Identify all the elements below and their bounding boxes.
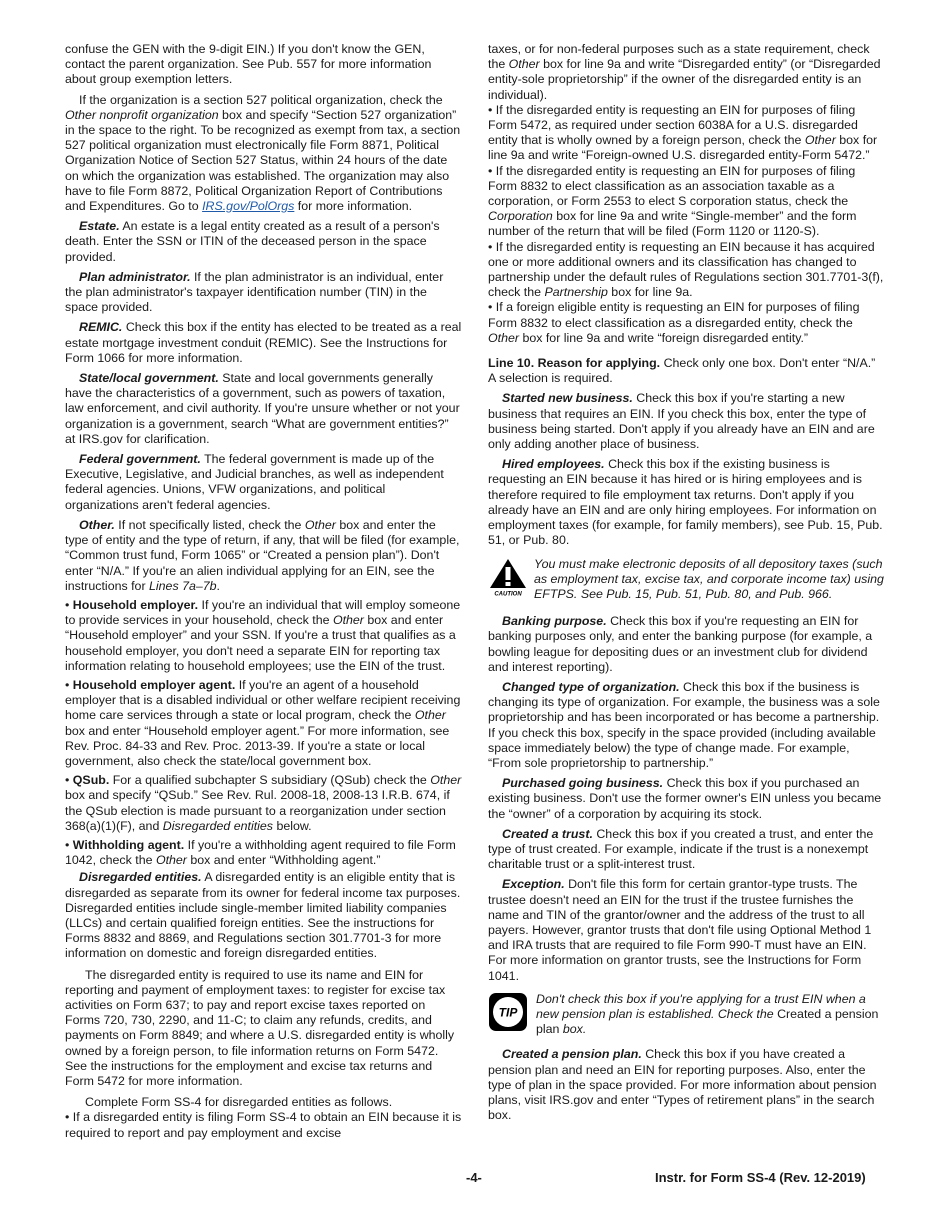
bullet-icon: • bbox=[65, 677, 70, 692]
bullet-icon: • bbox=[65, 1110, 70, 1125]
paragraph-created-trust: Created a trust. Check this box if you created a trust, and enter the type of trust created. For example, indicate if the trust is a nonexempt charitable trust or a split-interest trust. bbox=[488, 826, 874, 872]
paragraph-line-10: Line 10. Reason for applying. Check only one box. Don't enter “N/A.” A selection is required. bbox=[488, 356, 876, 386]
bullet-icon: • bbox=[65, 837, 70, 852]
paragraph-gen: confuse the GEN with the 9-digit EIN.) If you don't know the GEN, contact the parent organization. See Pub. 557 for more information about group exemption letters. bbox=[65, 42, 432, 87]
paragraph-disregarded-entity-reporting: The disregarded entity is required to use its name and EIN for reporting and payment of employment taxes: to register for excise tax activities on Form 637; to pay and report excise taxes reported on Forms 720, 730, 2290, and 11-C; to claim any refunds, credits, and payments on Form 8849; and where a U.S. disregarded entity is wholly owned by a foreign person, to file information returns on Form 5472. See the instructions for the employment and excise tax returns and Form 5472 for more information. bbox=[65, 967, 455, 1088]
bullet-form-5472: • If the disregarded entity is requesting an EIN for purposes of filing Form 5472, as required under section 6038A for a U.S. disregarded entity that is wholly owned by a foreign person, check the Other box for line 9a and write “Foreign-owned U.S. disregarded entity-Form 5472.” bbox=[488, 102, 878, 163]
bullet-icon: • bbox=[65, 597, 70, 612]
line-10-heading: Line 10. Reason for applying. bbox=[488, 356, 661, 371]
bullet-foreign-eligible: • If a foreign eligible entity is requesting an EIN for purposes of filing Form 8832 to elect classification as a disregarded entity, check the Other box for line 9a and write “foreign disregarded entity.” bbox=[488, 300, 860, 345]
bullet-partnership: • If the disregarded entity is requesting an EIN because it has acquired one or more additional owners and its classification has changed to partnership under the default rules of Regulations section 301.7701-3(f), check the Partnership box for line 9a. bbox=[488, 239, 884, 300]
bullet-household-employer: • Household employer. If you're an individual that will employ someone to provide services in your household, check the Other box and enter “Household employer” and your SSN. If you're a trust that qualifies as a household employer, you don't need a separate EIN for reporting tax information relating to household employees; use the EIN of the trust. bbox=[65, 597, 461, 673]
bullet-icon: • bbox=[488, 102, 493, 117]
tip-icon bbox=[488, 992, 528, 1032]
paragraph-other: Other. If not specifically listed, check the Other box and enter the type of entity and the type of return, if any, that will be filed (for example, “Common trust fund, Form 1065” or “Created a pension plan”). Don't enter “N/A.” If you're an alien individual applying for an EIN, see the instructions for Lines 7a–7b. bbox=[65, 517, 460, 593]
caution-notice: CAUTION You must make electronic deposits of all depository taxes (such as employment tax, excise tax, and corporate income tax) using EFTPS. See Pub. 15, Pub. 51, Pub. 80, and Pub. 966. bbox=[488, 557, 885, 603]
paragraph-federal-government: Federal government. The federal government is made up of the Executive, Legislative, and Judicial branches, as well as independent federal agencies. Unions, VFW organizations, and political organizations aren't federal agencies. bbox=[65, 452, 444, 512]
paragraph-state-local-government: State/local government. State and local governments generally have the characteristics of a government, such as powers of taxation, law enforcement, and civil authority. If you're unsure whether or not your organization is a government, search “What are government entities?” at IRS.gov for clarification. bbox=[65, 371, 460, 446]
page-number: -4- bbox=[466, 1170, 482, 1185]
form-title-footer: Instr. for Form SS-4 (Rev. 12-2019) bbox=[655, 1170, 866, 1185]
bullet-icon: • bbox=[65, 773, 70, 788]
tip-label: TIP bbox=[498, 1005, 518, 1020]
bullet-icon: • bbox=[488, 300, 493, 315]
paragraph-created-pension-plan: Created a pension plan. Check this box if you have created a pension plan and need an EIN for reporting purposes. Also, enter the type of plan in the space provided. For more information about pension plans, visit IRS.gov and enter “Types of retirement plans” in the search box. bbox=[488, 1047, 877, 1123]
bullet-withholding-agent: • Withholding agent. If you're a withholding agent required to file Form 1042, check the Other box and enter “Withholding agent.” bbox=[65, 837, 456, 868]
paragraph-exception: Exception. Don't file this form for certain grantor-type trusts. The trustee doesn't need an EIN for the trust if the trustee furnishes the name and TIN of the grantor/owner and the address of the trust to all payers. However, grantor trusts that don't file using Optional Method 1 and IRA trusts that are required to file Form 990-T must have an EIN. For more information on grantor trusts, see the Instructions for Form 1041. bbox=[488, 877, 872, 983]
paragraph-disregarded-other: taxes, or for non-federal purposes such as a state requirement, check the Other box for line 9a and write “Disregarded entity” (or “Disregarded entity-sole proprietorship” if the owner of the disregarded entity is an individual). bbox=[488, 42, 881, 102]
bullet-icon: • bbox=[488, 163, 493, 178]
paragraph-banking-purpose: Banking purpose. Check this box if you're requesting an EIN for banking purposes only, and enter the banking purpose (for example, a bowling league for depositing dues or an investment club for dividend and interest reporting). bbox=[488, 614, 873, 674]
paragraph-complete-form: Complete Form SS-4 for disregarded entities as follows. bbox=[85, 1095, 393, 1110]
paragraph-purchased-going-business: Purchased going business. Check this box if you purchased an existing business. Don't use the former owner's EIN unless you became the “owner” of a corporation by acquiring its stock. bbox=[488, 776, 882, 821]
bullet-form-8832-corporation: • If the disregarded entity is requesting an EIN for purposes of filing Form 8832 to elect classification as an association taxable as a corporation, or Form 2553 to elect S corporation status, check the Corporation box for line 9a and write “Single-member” and the form number of the return that will be filed (Form 1120 or 1120-S). bbox=[488, 163, 857, 239]
tip-notice: TIP Don't check this box if you're applying for a trust EIN when a new pension plan is established. Check the Created a pension plan box. bbox=[488, 992, 885, 1038]
bullet-icon: • bbox=[488, 239, 493, 254]
paragraph-changed-type: Changed type of organization. Check this box if the business is changing its type of organization. For example, the business was a sole proprietorship and has been incorporated or has become a partnership. If you check this box, specify in the space provided (including available space immediately below) the type of change made. For example, “From sole proprietorship to partnership.” bbox=[488, 679, 880, 770]
right-column bbox=[488, 42, 885, 1128]
bullet-qsub: • QSub. For a qualified subchapter S subsidiary (QSub) check the Other box and specify “QSub.” See Rev. Rul. 2008-18, 2008-13 I.R.B. 674, if the QSub election is made pursuant to a reorganization under section 368(a)(1)(F), and Disregarded entities below. bbox=[65, 773, 462, 833]
paragraph-hired-employees: Hired employees. Check this box if the existing business is requesting an EIN because it has hired or is hiring employees and is therefore required to file employment tax returns. Don't apply if you already have an EIN and are only hiring employees. For information on employment taxes (for example, for family members), see Pub. 15, Pub. 51, or Pub. 80. bbox=[488, 457, 883, 548]
polorgs-link[interactable]: IRS.gov/PolOrgs bbox=[202, 199, 295, 214]
paragraph-estate: Estate. An estate is a legal entity created as a result of a person's death. Enter the SSN or ITIN of the deceased person in the space provided. bbox=[65, 219, 440, 264]
paragraph-started-new-business: Started new business. Check this box if you're starting a new business that requires an EIN. If you check this box, enter the type of business being started. Don't apply if you already have an EIN and are only adding another place of business. bbox=[488, 391, 875, 452]
caution-icon bbox=[488, 557, 528, 597]
paragraph-plan-administrator: Plan administrator. If the plan administrator is an individual, enter the plan administrator's taxpayer identification number (TIN) in the space provided. bbox=[65, 269, 444, 315]
bullet-household-employer-agent: • Household employer agent. If you're an agent of a household employer that is a disabled individual or other welfare recipient receiving home care services through a state or local program, check the Other box and enter “Household employer agent.” For more information, see Rev. Proc. 84-33 and Rev. Proc. 2013-39. If you're a state or local government, also check the state/local government box. bbox=[65, 677, 461, 768]
paragraph-remic: REMIC. Check this box if the entity has elected to be treated as a real estate mortgage investment conduit (REMIC). See the Instructions for Form 1066 for more information. bbox=[65, 320, 462, 365]
paragraph-disregarded-entities: Disregarded entities. A disregarded entity is an eligible entity that is disregarded as separate from its owner for federal income tax purposes. Disregarded entities include single-member limited liability companies (LLCs) and certain qualified foreign entities. See the instructions for Forms 8832 and 8869, and Regulations section 301.7701-3 for more information on domestic and foreign disregarded entities. bbox=[65, 870, 461, 961]
caution-label: CAUTION bbox=[494, 591, 522, 597]
left-column bbox=[65, 42, 462, 1146]
bullet-disregarded-filing: • If a disregarded entity is filing Form SS-4 to obtain an EIN because it is required to report and pay employment and excise bbox=[65, 1110, 462, 1140]
paragraph-section-527: If the organization is a section 527 political organization, check the Other nonprofit organization box and specify “Section 527 organization” in the space to the right. To be recognized as exempt from tax, a section 527 political organization must electronically file Form 8871, Political Organization Notice of Section 527 Status, within 24 hours of the date on which the organization was established. The organization may also have to file Form 8872, Political Organization Report of Contributions and Expenditures. Go to IRS.gov/PolOrgs for more information. bbox=[65, 92, 461, 214]
